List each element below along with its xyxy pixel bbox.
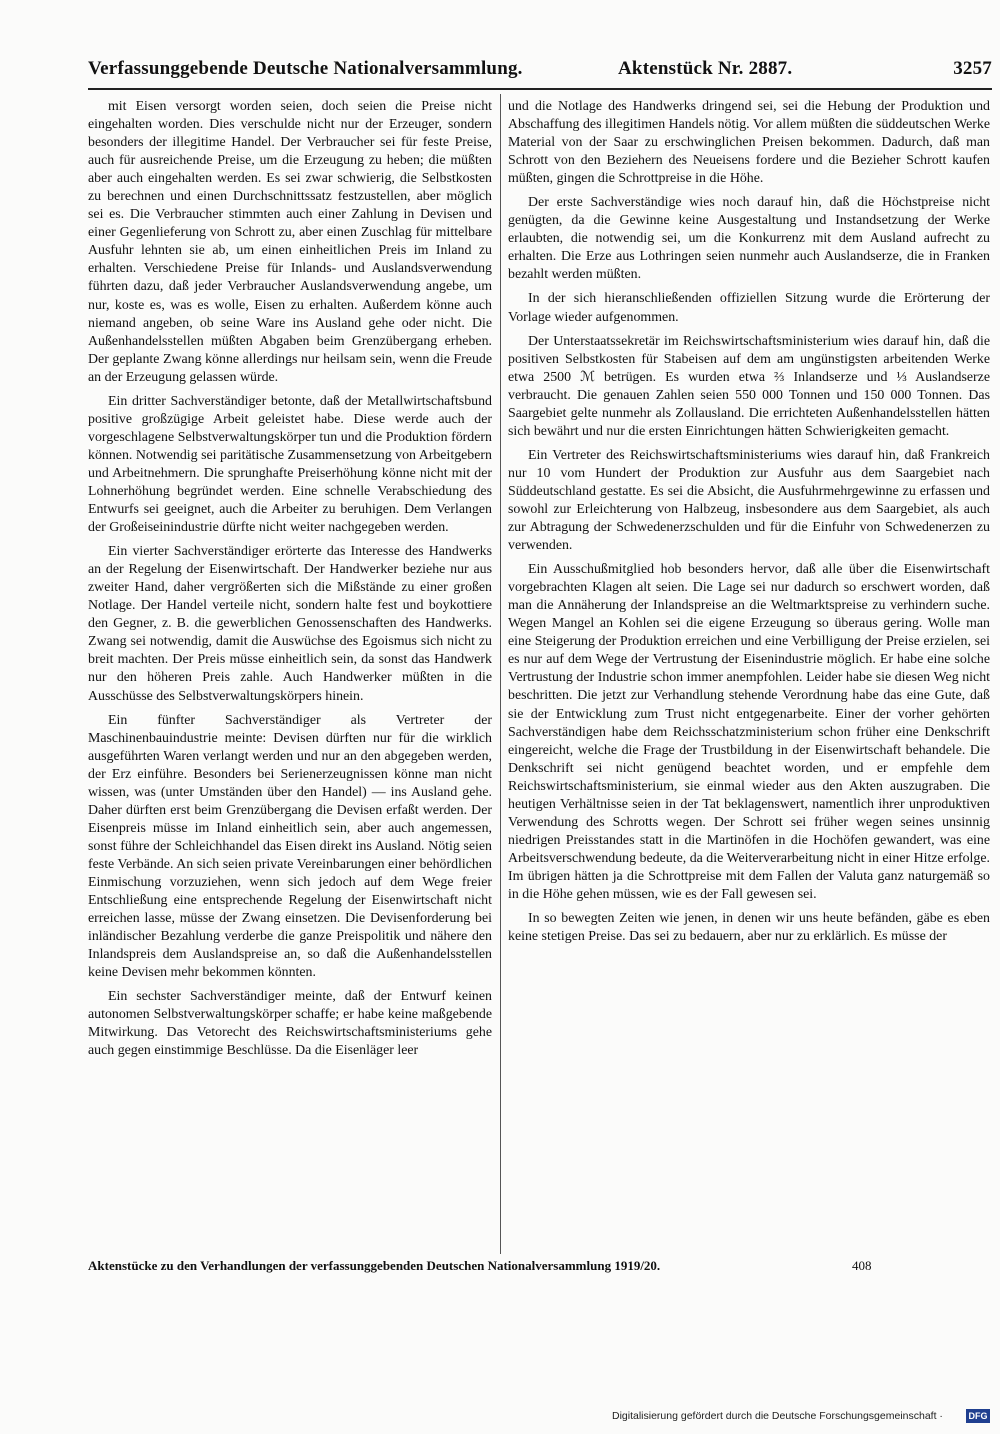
paragraph: Der erste Sachverständige wies noch darauf hin, daß die Höchstpreise nicht genügten, da die Gewinne keine Ausgestaltung und Instandsetzung der Werke erlaubten, die notwendig sei, um die Konkurrenz mit dem Ausland aufrecht zu erhalten. Die Erze aus Lothringen seien nunmehr auch Auslandserze, die in Franken bezahlt werden müßten. — [508, 195, 990, 283]
paragraph: und die Notlage des Handwerks dringend sei, sei die Hebung der Produktion und Abschaffung des illegitimen Handels nötig. Vor allem müßten die süddeutschen Werke Material von der Saar zu erschwinglichen Preisen bekommen. Dadurch, daß man Schrott von den Beziehern des Neueisens fordere und die Bezieher Schrott kaufen müßten, gingen die Schrottpreise in die Höhe. — [508, 99, 990, 187]
paragraph: Ein vierter Sachverständiger erörterte das Interesse des Handwerks an der Regelung der Eisenwirtschaft. Der Handwerker beziehe nur aus zweiter Hand, daher vergrößerten sich die Mißstände zu einer großen Notlage. Der Handel verteile nicht, sondern halte fest und boykottiere den Gegner, z. B. die gewerblichen Genossenschaften des Handwerks. Zwang sei notwendig, damit die Auswüchse des Egoismus sich nicht zu breit machten. Der Preis müsse einheitlich sein, da sonst das Handwerk nur den höheren Preis zahle. Auch Handwerker müßten in die Ausschüsse des Selbstverwaltungskörpers hinein. — [88, 544, 492, 704]
paragraph: In der sich hieranschließenden offiziellen Sitzung wurde die Erörterung der Vorlage wieder aufgenommen. — [508, 291, 990, 325]
page-footer — [88, 1258, 888, 1274]
paragraph: Ein Ausschußmitglied hob besonders hervor, daß alle über die Eisenwirtschaft vorgebrachten Klagen alt seien. Die Lage sei nur dadurch so erschwert worden, daß man die Annäherung der Inlandspreise an die Weltmarktspreise zu verhindern suche. Wegen Mangel an Kohlen sei die eigene Erzeugung so überaus gering. Wolle man eine Steigerung der Produktion erreichen und eine Verbilligung der Preise erzielen, sei es nur auf dem Wege der Vertrustung der Eisenindustrie möglich. Er habe eine solche Vertrustung der Industrie schon immer anempfohlen. Leider habe sie diesen Weg nicht beschritten. Die jetzt zur Verhandlung stehende Verordnung habe das eine Gute, daß sie der Entwicklung zum Trust nicht entgegenarbeite. Einer der vorher gehörten Sachverständigen habe dem Reichsschatzministerium schon früher eine Denkschrift eingereicht, welche die Frage der Trustbildung in der Eisenwirtschaft behandele. Die Denkschrift sei nicht genügend beachtet worden, und er empfehle dem Reichswirtschaftsministerium, sie einmal wieder aus den Akten auszugraben. Die heutigen Verhältnisse seien in der Tat beklagenswert, namentlich ihrer unproduktiven Verwendung des Schrotts wegen. Der Schrott sei früher wegen seines unsinnig niedrigen Preisstandes statt in die Martinöfen in die Hochöfen gewandert, was eine Arbeitsverschwendung bedeute, da die Weiterverarbeitung nicht in einer Hitze erfolge. Im übrigen hätten ja die Schrottpreise mit dem Fallen der Valuta ganz naturgemäß so in die Höhe gehen müssen, wie es der Fall gewesen sei. — [508, 562, 990, 902]
paragraph: mit Eisen versorgt worden seien, doch seien die Preise nicht eingehalten worden. Dies verschulde nicht nur der Erzeuger, sondern besonders der illegitime Handel. Der Verbraucher sei für feste Preise, auch für ausreichende Preise, um die Erzeugung zu heben; die müßten aber auch eingehalten werden. Es sei zwar schwierig, die Selbstkosten zu berechnen und einen Durchschnittssatz festzustellen, aber möglich sei es. Die Verbraucher stimmten auch einer Zahlung in Devisen und einer Gegenlieferung von Schrott zu, aber einen Zuschlag für mittelbare Ausfuhr lehnten sie ab, um einen einheitlichen Preis im Inland zu erhalten. Verschiedene Preise für Inlands- und Auslandsverwendung führten dazu, daß jeder Verbraucher Auslandsverwendung angebe, um nur, koste es, was es wolle, Eisen zu erhalten. Außerdem könne auch niemand angeben, ob seine Ware ins Ausland gehe oder nicht. Die Außenhandelsstellen müßten Abgaben beim Grenzübergang erheben. Der geplante Zwang könne allerdings nur heilsam sein, wenn die Freude an der Erzeugung gelassen würde. — [88, 99, 492, 385]
column-divider — [500, 94, 501, 1254]
running-header — [88, 58, 992, 86]
paragraph: Ein sechster Sachverständiger meinte, daß der Entwurf keinen autonomen Selbstverwaltungskörper schaffe; er habe keine maßgebende Mitwirkung. Das Vetorecht des Reichswirtschaftsministeriums gehe auch gegen einstimmige Beschlüsse. Da die Eisenläger leer — [88, 989, 492, 1059]
paragraph: In so bewegten Zeiten wie jenen, in denen wir uns heute befänden, gäbe es eben keine stetigen Preise. Das sei zu bedauern, aber nur zu erklärlich. Es müsse der — [508, 911, 990, 945]
page-number: 3257 — [953, 58, 992, 79]
header-rule — [88, 88, 992, 90]
left-column — [88, 98, 492, 1060]
paragraph: Ein Vertreter des Reichswirtschaftsministeriums wies darauf hin, daß Frankreich nur 10 vom Hundert der Produktion zur Ausfuhr aus dem Saargebiet nach Süddeutschland gestatte. Es sei die Absicht, die Ausfuhrmehrgewinne zu erfassen und sowohl zur Erleichterung von Halbzeug, insbesondere aus dem Saargebiet, als auch zur Abtragung der Schwedenerzschulden und für die Einfuhr von Schwedenerzen zu verwenden. — [508, 447, 990, 554]
paragraph: Ein fünfter Sachverständiger als Vertreter der Maschinenbauindustrie meinte: Devisen dürften nur für die wirklich ausgeführten Waren verlangt werden und nur an den abgegeben werden, der Erz einführe. Besonders bei Serienerzeugnissen könne man nicht wissen, was (unter Umständen über den Handel) — ins Ausland gehe. Daher dürften erst beim Grenzübergang die Devisen erfaßt werden. Der Eisenpreis müsse im Inland einheitlich sein, aber auch angemessen, sonst führe der Schleichhandel das Eisen direkt ins Ausland. Nötig seien feste Verbände. An sich seien private Vereinbarungen einer behördlichen Einmischung vorzuziehen, wenn sich jedoch auf dem Wege freier Entschließung eine entsprechende Regelung der Eisenwirtschaft nicht erreichen lasse, müsse der Zwang einsetzen. Die Devisenforderung bei inländischer Bezahlung verderbe die ganze Preispolitik und nähere den Inlandspreis dem Auslandspreise an, so daß die Außenhandelsstellen keine Devisen mehr bekommen könnten. — [88, 712, 492, 981]
paragraph: Der Unterstaatssekretär im Reichswirtschaftsministerium wies darauf hin, daß die positiven Selbstkosten für Stabeisen auf dem am ungünstigsten arbeitenden Werke etwa 2500 ℳ betrügen. Es wurden etwa ⅔ Inlandserze und ⅓ Auslandserze verbraucht. Die genauen Zahlen seien 550 000 Tonnen und 150 000 Tonnen. Das Saargebiet gelte nunmehr als Zollausland. Die errichteten Außenhandelsstellen hätten sich bewährt und nur die ersten Einrichtungen hätten Schwierigkeiten gemacht. — [508, 333, 990, 439]
header-aktenstueck: Aktenstück Nr. 2887. — [618, 58, 793, 79]
footer-text: Aktenstücke zu den Verhandlungen der verfassunggebenden Deutschen Nationalversammlung 1919/20. — [88, 1258, 661, 1273]
right-column — [508, 98, 990, 946]
digitization-note: Digitalisierung gefördert durch die Deutsche Forschungsgemeinschaft · — [612, 1410, 943, 1422]
header-title: Verfassunggebende Deutsche Nationalversammlung. — [88, 58, 523, 79]
dfg-logo-icon: DFG — [966, 1409, 990, 1423]
sheet-number: 408 — [852, 1258, 872, 1273]
paragraph: Ein dritter Sachverständiger betonte, daß der Metallwirtschaftsbund positive großzügige Arbeit geleistet habe. Diese werde auch der vorgeschlagene Selbstverwaltungskörper tun und die Produktion fördern können. Notwendig sei paritätische Zusammensetzung von Arbeitgebern und Arbeitnehmern. Die sprunghafte Preiserhöhung könne nicht mit der Lohnerhöhung begründet werden. Eine schnelle Verabschiedung des Entwurfs sei geeignet, auch die Arbeiter zu beruhigen. Dem Verlangen der Großeiseinindustrie dürfte nicht weiter nachgegeben werden. — [88, 393, 492, 536]
